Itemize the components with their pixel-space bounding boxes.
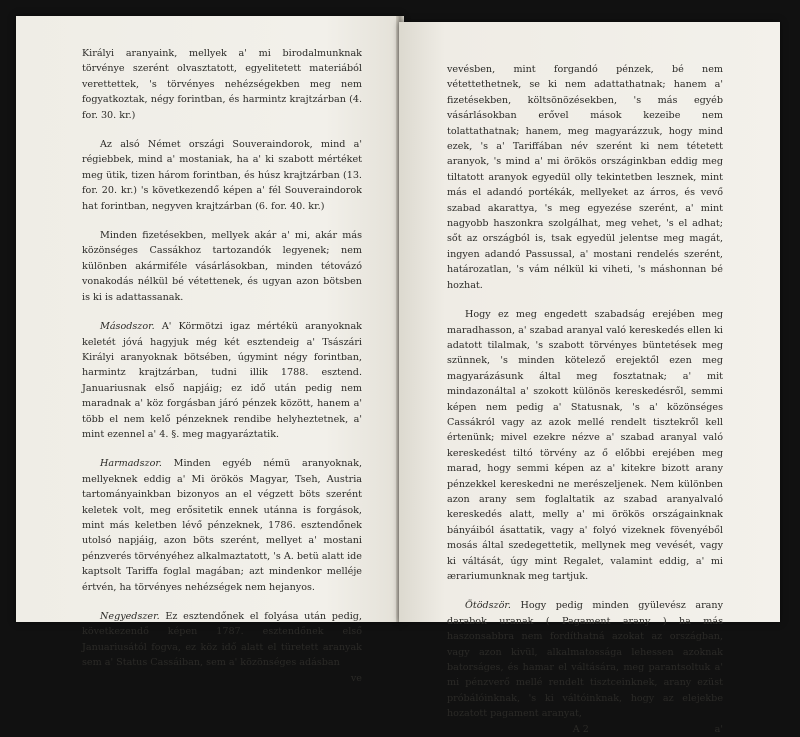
left-page <box>16 16 402 684</box>
section-lead: Harmadszor. <box>100 458 162 470</box>
paragraph: Az alsó Német országi Souveraindorok, mind a' régiebbek, mind a' mostaniak, ha a' ki szabott mértéket meg ütik, tizen három forintban, és húsz krajtzárban (13. for. 20. kr.) 's következendő képen a' fél Souveraindorok hat forintban, negyven krajtzárban (6. for. 40. kr.) <box>82 139 362 212</box>
paragraph: Hogy ez meg engedett szabadság erejében meg maradhasson, a' szabad aranyal való kereskedés ellen ki adatott tilalmak, 's szabott törvényes büntetések meg szünnek, 's minden kötelező erejektől ezen meg magyarázásunk által meg fosztatnak; a' mit mindazonáltal a' szokott különös kereskedésről, semmi képen nem pedig a' Statusnak, 's a' közönséges Cassákról vagy az azok mellé rendelt tisztekről kell értenünk; mivel ezekre nézve a' szabad aranyal való kereskedést tiltó törvény az ő előbbi erejében meg marad, hogy semmi képen az a' kitekre bizott arany pénzekkel kereskedni ne merészeljenek. Nem különben azon arany sem foglaltatik az szabad aranyalvaló kereskedés alatt, melly a' mi örökös országainknak bányáiból ásattatik, vagy a' folyó vizeknek fövenyéből mosás által szedegettetik, mellynek meg vevését, vagy ki váltását, úgy mint Regalet, valamint eddig, a' mi ærariumunknak meg tartjuk. <box>447 309 723 582</box>
right-page-text <box>447 62 723 737</box>
left-page-text <box>82 46 362 686</box>
paragraph: Ötödször. Hogy pedig minden gyülevész arany darabok uranak ( Pagament arany ) ha más haszonsabbra nem fordíthatná azokat az országban, vagy azon kivül, alkalmatossága lehessen azoknak batorságes, és hamar el váltására, meg parantsoltuk a' mi pénzverő mellé rendelt tisztceinknek, arany ezüst próbálóinknak, 's ki váltóinknak, hogy az elejekbe hozatott pagament aranyat, <box>447 600 723 720</box>
paragraph: Királyi aranyaink, mellyek a' mi birodalmunknak törvénye szerént olvasztatott, egyelitetett materiából verettettek, 's törvényes nehézségekben meg nem fogyatkoztak, négy forintban, és harmintz krajtzárban (4. for. 30. kr.) <box>82 48 362 121</box>
right-page <box>399 22 780 735</box>
section-lead: Másodszor. <box>100 321 155 333</box>
catchword: ve <box>350 672 362 684</box>
section-lead: Negyedszer. <box>100 611 160 622</box>
paragraph: vevésben, mint forgandó pénzek, bé nem vétettethetnek, se ki nem adattathatnak; hanem a' fizetésekben, költsönözésekben, 's más egyéb vásárlásokban erővel mások kezeibe nem tolattathatnak; hanem, meg magyarázzuk, hogy mind ezek, 's a' Tariffában név szerént ki nem tétetett aranyok, 's mind a' mi örökös országinkban eddig meg tiltatott aranyok egyedül olly tekintetben lesznek, mint más el adandó portékák, mellyeket az árros, és vevő szabad akarattya, 's meg egyezése szerént, a' mint nagyobb haszonkra szolgálhat, meg vehet, 's el adhat; sőt az országból is, tsak egyedül jelentse meg magát, ingyen adandó Passussal, a' mostani rendelés szerént, határozatlan, 's vám nélkül ki viheti, 's máshonnan bé hozhat. <box>447 64 723 291</box>
signature-mark: A 2 <box>572 723 589 735</box>
paragraph: Harmadszor. Minden egyéb némü aranyoknak, mellyeknek eddig a' Mi örökös Magyar, Tseh, Austria tartományainkban bizonyos an el végzett böts szerént keletek volt, meg erősitetik ennek utánna is forgások, mint más keletben lévő pénzeknek, 1786. esztendőnek utolsó napjáig, azon böts szerént, mellyet a' mostani pénzverés törvényéhez alkalmaztatott, 's A. betü alatt ide kaptsolt Tariffa foglal magában; azt mindenkor melléje értvén, ha törvényes nehézségek nem hejanyos. <box>82 458 362 593</box>
section-lead: Ötödször. <box>465 600 511 612</box>
paragraph: Minden fizetésekben, mellyek akár a' mi, akár más közönséges Cassákhoz tartozandók legyenek; nem különben akármiféle vásárlásokban, minden tétovázó vonakodás nélkül bé vétettenek, és ugyan azon bötsben is ki is adattassanak. <box>82 230 362 303</box>
paragraph: Másodszor. A' Körmötzi igaz mértékü aranyoknak keletét jóvá hagyjuk még két esztendeig a' Tsászári Királyi aranyoknak bötsében, úgymint négy forintban, harmintz krajtzárban, tudni illik 1788. esztend. Januariusnak első napjáig; ez idő után pedig nem maradnak a' köz forgásban járó pénzek között, hanem a' több el nem kelő pénzeknek rendibe helyheztetnek, a' mint ezennel a' 4. §. meg magyaráztatik. <box>82 321 362 440</box>
catchword: a' <box>714 723 724 735</box>
paragraph: Negyedszer. Ez esztendőnek el folyása után pedig, következendő képen 1787. esztendőnek első Januariusától fogva, ez köz idő alatt el türetett aranyak sem a' Status Cassáiban, sem a' közönséges adásban <box>82 611 362 669</box>
page-footer <box>447 722 723 737</box>
